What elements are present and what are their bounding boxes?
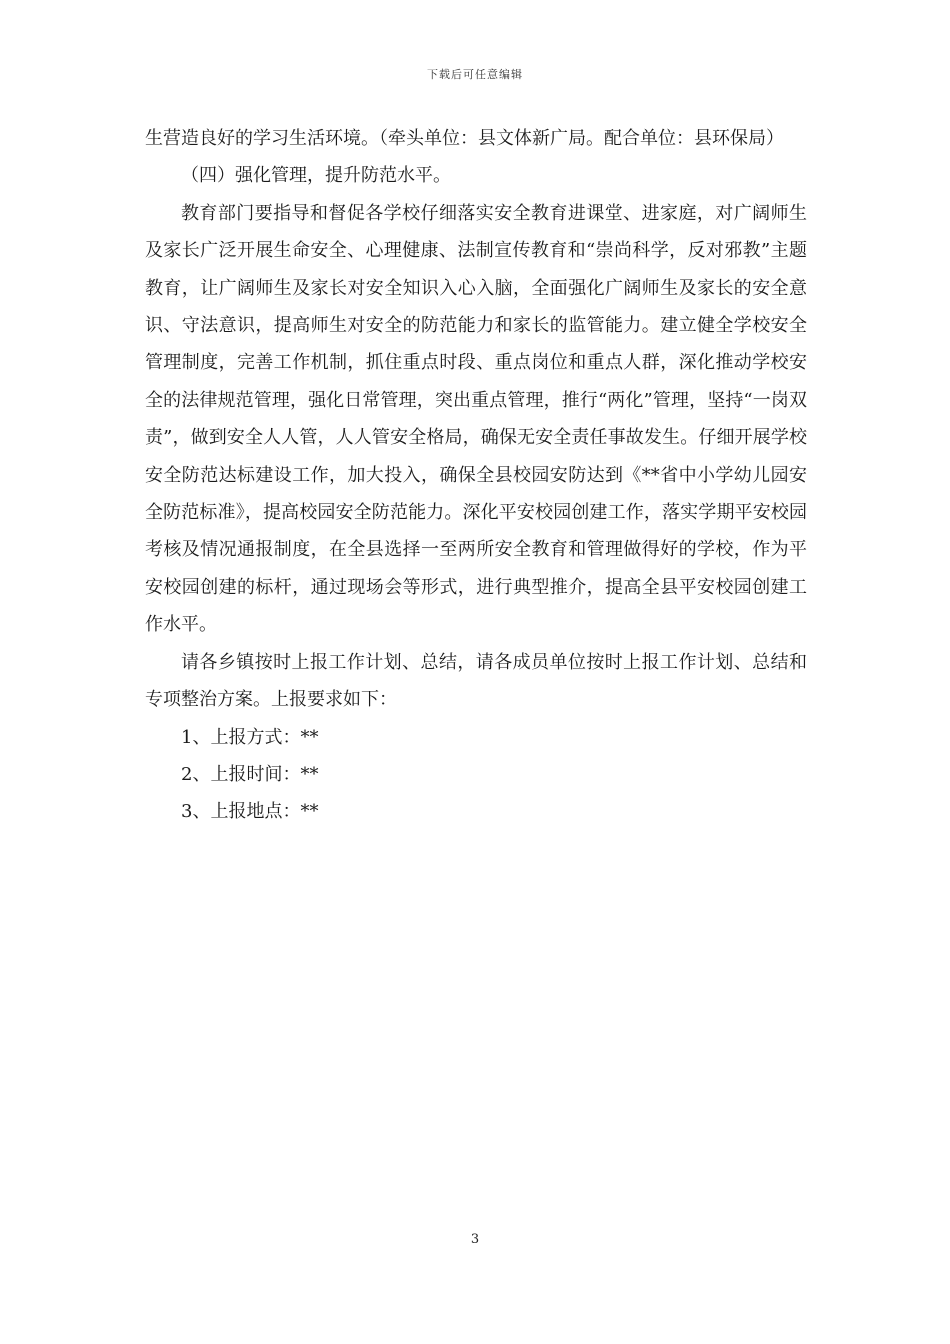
page-number: 3 (470, 1232, 480, 1247)
paragraph-continuation: 生营造良好的学习生活环境。（牵头单位：县文体新广局。配合单位：县环保局） (145, 128, 784, 149)
section-heading: （四）强化管理，提升防范水平。 (181, 165, 451, 187)
paragraph-main: 教育部门要指导和督促各学校仔细落实安全教育进课堂、进家庭，对广阔师生及家长广泛开展生命安全、心理健康、法制宣传教育和“崇尚科学，反对邪教”主题教育，让广阔师生及家长对安全知识入心入脑，全面强化广阔师生及家长的安全意识、守法意识，提高师生对安全的防范能力和家长的监管能力。建立健全学校安全管理制度，完善工作机制，抓住重点时段、重点岗位和重点人群，深化推动学校安全的法律规范管理，强化日常管理，突出重点管理，推行“两化”管理，坚持“一岗双责”，做到安全人人管，人人管安全格局，确保无安全责任事故发生。仔细开展学校安全防范达标建设工作，加大投入，确保全县校园安防达到《**省中小学幼儿园安全防范标准》，提高校园安全防范能力。深化平安校园创建工作，落实学期平安校园考核及情况通报制度，在全县选择一至两所安全教育和管理做得好的学校，作为平安校园创建的标杆，通过现场会等形式，进行典型推介，提高全县平安校园创建工作水平。 (145, 202, 807, 636)
page-header: 下载后可任意编辑 (427, 68, 523, 81)
list-item-report-time: 2、上报时间：** (181, 763, 319, 785)
list-item-report-location: 3、上报地点：** (181, 801, 319, 823)
document-body (145, 120, 807, 831)
paragraph-report-request: 请各乡镇按时上报工作计划、总结，请各成员单位按时上报工作计划、总结和专项整治方案。上报要求如下： (145, 651, 807, 711)
list-item-report-method: 1、上报方式：** (181, 726, 319, 748)
